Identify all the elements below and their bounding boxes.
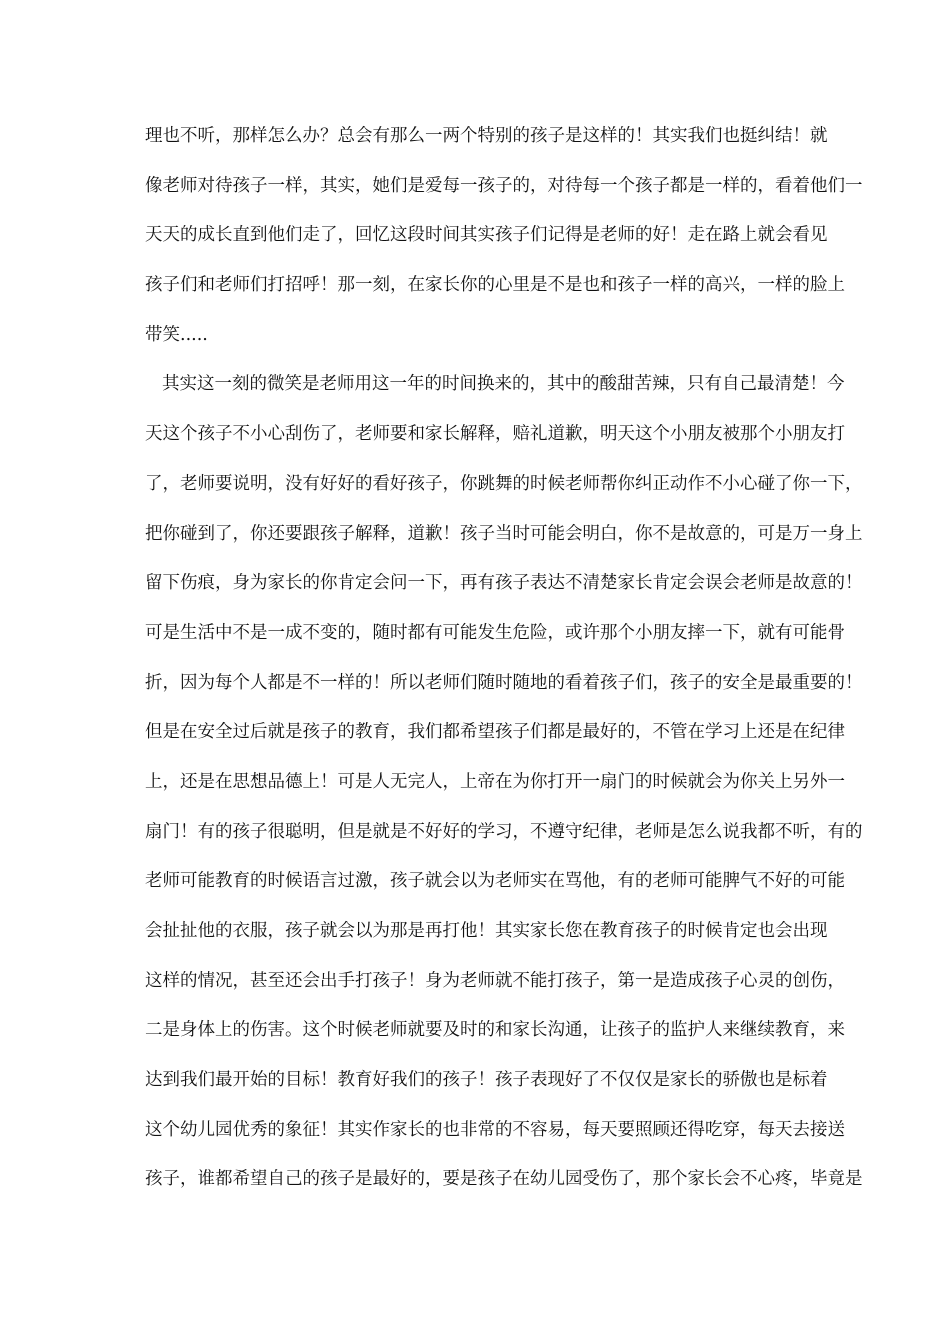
text-line: 其实这一刻的微笑是老师用这一年的时间换来的，其中的酸甜苦辣，只有自己最清楚！今 — [162, 374, 845, 395]
text-line: 孩子们和老师们打招呼！那一刻，在家长你的心里是不是也和孩子一样的高兴，一样的脸上 — [145, 275, 845, 296]
text-line: 老师可能教育的时候语言过激，孩子就会以为老师实在骂他，有的老师可能脾气不好的可能 — [145, 871, 845, 892]
text-line: 二是身体上的伤害。这个时候老师就要及时的和家长沟通，让孩子的监护人来继续教育，来 — [145, 1020, 845, 1041]
text-line: 会扯扯他的衣服，孩子就会以为那是再打他！其实家长您在教育孩子的时候肯定也会出现 — [145, 921, 828, 941]
text-line: 扇门！有的孩子很聪明，但是就是不好好的学习，不遵守纪律，老师是怎么说我都不听，有的 — [145, 821, 863, 842]
text-line: 天这个孩子不小心刮伤了，老师要和家长解释，赔礼道歉，明天这个小朋友被那个小朋友打 — [145, 424, 845, 445]
text-line: 留下伤痕，身为家长的你肯定会问一下，再有孩子表达不清楚家长肯定会误会老师是故意的！ — [145, 573, 863, 594]
text-line: 把你碰到了，你还要跟孩子解释，道歉！孩子当时可能会明白，你不是故意的，可是万一身上 — [145, 523, 863, 544]
text-line: 孩子，谁都希望自己的孩子是最好的，要是孩子在幼儿园受伤了，那个家长会不心疼，毕竟是 — [145, 1169, 863, 1190]
text-line: 像老师对待孩子一样，其实，她们是爱每一孩子的，对待每一个孩子都是一样的，看着他们一 — [145, 175, 863, 196]
text-line: 天天的成长直到他们走了，回忆这段时间其实孩子们记得是老师的好！走在路上就会看见 — [145, 225, 828, 246]
text-line: 达到我们最开始的目标！教育好我们的孩子！孩子表现好了不仅仅是家长的骄傲也是标着 — [145, 1070, 828, 1091]
text-line: 带笑..... — [145, 324, 208, 345]
body-text — [145, 120, 863, 1213]
text-line: 了，老师要说明，没有好好的看好孩子，你跳舞的时候老师帮你纠正动作不小心碰了你一下， — [145, 473, 863, 494]
text-line: 可是生活中不是一成不变的，随时都有可能发生危险，或许那个小朋友摔一下，就有可能骨 — [145, 622, 845, 643]
text-line: 上，还是在思想品德上！可是人无完人，上帝在为你打开一扇门的时候就会为你关上另外一 — [145, 771, 845, 792]
text-line: 折，因为每个人都是不一样的！所以老师们随时随地的看着孩子们，孩子的安全是最重要的！ — [145, 672, 863, 693]
text-line: 但是在安全过后就是孩子的教育，我们都希望孩子们都是最好的，不管在学习上还是在纪律 — [145, 722, 845, 743]
text-line: 这样的情况，甚至还会出手打孩子！身为老师就不能打孩子，第一是造成孩子心灵的创伤， — [145, 970, 845, 991]
text-line: 理也不听，那样怎么办？总会有那么一两个特别的孩子是这样的！其实我们也挺纠结！就 — [145, 126, 828, 146]
text-line: 这个幼儿园优秀的象征！其实作家长的也非常的不容易，每天要照顾还得吃穿，每天去接送 — [145, 1119, 845, 1140]
